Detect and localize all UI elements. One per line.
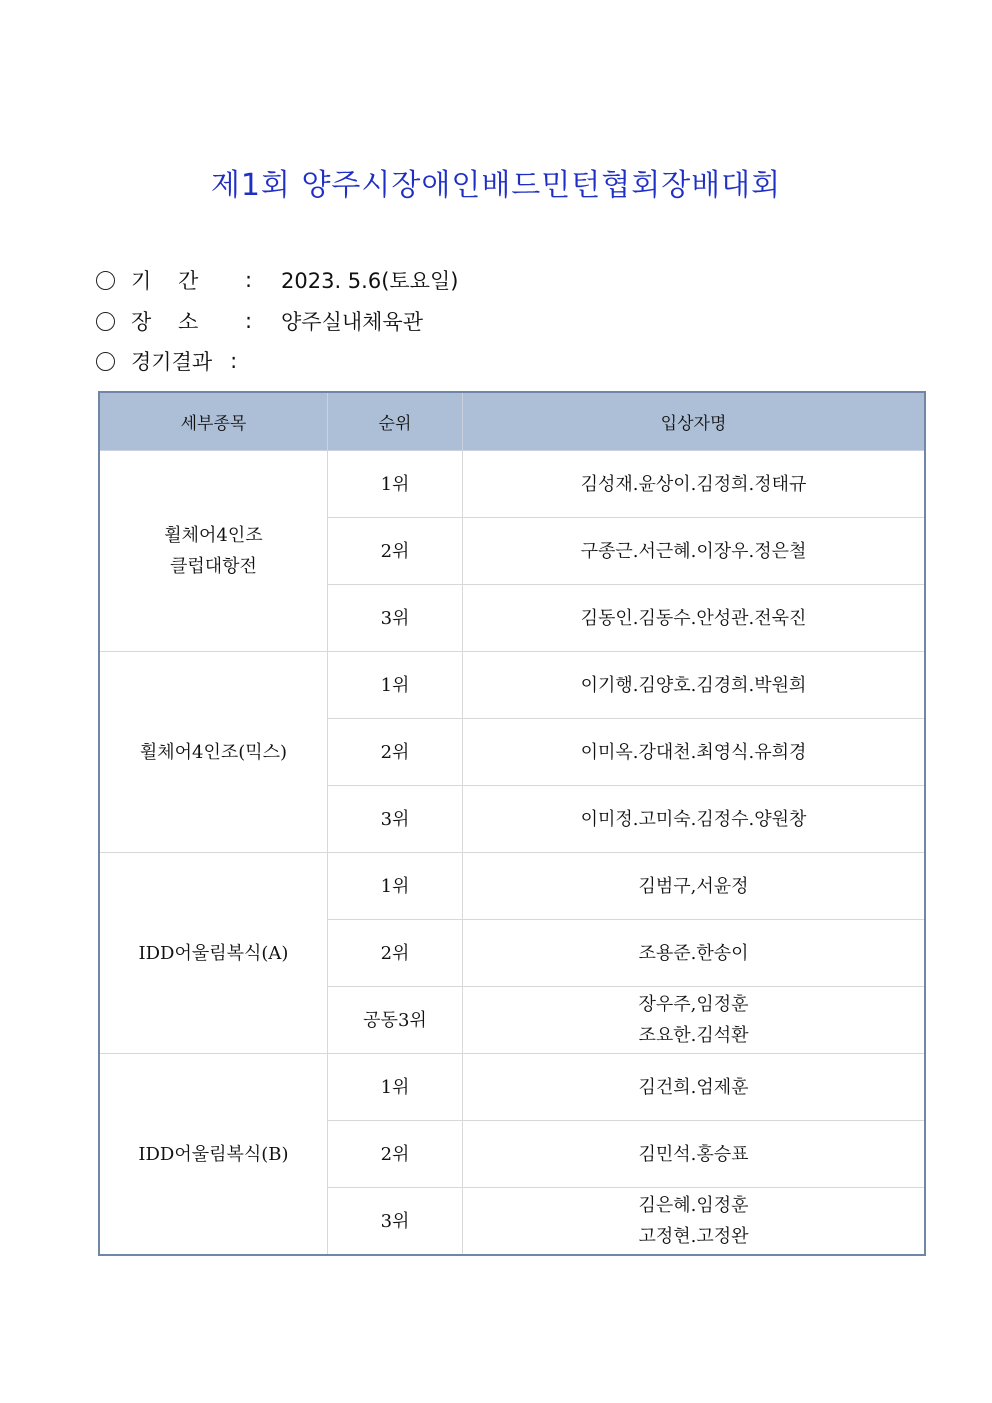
result-label: 경기결과 [131,350,213,374]
rank-cell: 3위 [327,585,462,652]
winners-cell: 이미옥.강대천.최영식.유희경 [463,719,925,786]
winners-line: 김은혜.임정훈 [638,1195,749,1216]
result-colon: : [230,349,238,373]
rank-cell: 2위 [327,719,462,786]
winners-cell: 김건희.엄제훈 [463,1054,925,1121]
document-title: 제1회 양주시장애인배드민턴협회장배대회 [210,168,782,203]
info-result [96,346,266,376]
circle-bullet-icon [96,352,115,371]
header-rank: 순위 [327,392,462,451]
winners-cell: 구종근.서근혜.이장우.정은철 [463,518,925,585]
winners-cell: 김동인.김동수.안성관.전욱진 [463,585,925,652]
rank-cell: 공동3위 [327,987,462,1054]
rank-cell: 3위 [327,1188,462,1256]
winners-cell [463,1188,925,1256]
winners-line: 고정현.고정완 [638,1226,749,1247]
table-row [99,853,925,920]
header-event: 세부종목 [99,392,327,451]
results-table [98,391,926,1256]
winners-cell [463,987,925,1054]
table-row [99,451,925,518]
info-place [96,306,423,336]
rank-cell: 1위 [327,451,462,518]
rank-cell: 2위 [327,920,462,987]
event-cell: 휠체어4인조(믹스) [99,652,327,853]
rank-cell: 3위 [327,786,462,853]
rank-cell: 1위 [327,853,462,920]
circle-bullet-icon [96,271,115,290]
winners-cell: 김성재.윤상이.김정희.정태규 [463,451,925,518]
event-cell: IDD어울림복식(A) [99,853,327,1054]
winners-cell: 이미정.고미숙.김정수.양원창 [463,786,925,853]
info-period [96,265,458,295]
place-value: 양주실내체육관 [281,310,424,334]
winners-cell: 김민석.홍승표 [463,1121,925,1188]
place-label: 장 소 [131,310,199,334]
period-value: 2023. 5.6(토요일) [281,269,459,293]
winners-line: 장우주,임정훈 [638,994,749,1015]
rank-cell: 2위 [327,518,462,585]
rank-cell: 1위 [327,652,462,719]
table-row [99,652,925,719]
winners-line: 조요한.김석환 [638,1025,749,1046]
table-row [99,1054,925,1121]
period-label: 기 간 [131,269,199,293]
table-header-row [99,392,925,451]
event-cell [99,451,327,652]
rank-cell: 1위 [327,1054,462,1121]
period-colon: : [245,268,253,292]
winners-cell: 조용준.한송이 [463,920,925,987]
header-winners: 입상자명 [463,392,925,451]
event-cell: IDD어울림복식(B) [99,1054,327,1256]
circle-bullet-icon [96,312,115,331]
place-colon: : [245,309,253,333]
event-name-line: 클럽대항전 [169,556,257,577]
rank-cell: 2위 [327,1121,462,1188]
winners-cell: 이기행.김양호.김경희.박원희 [463,652,925,719]
winners-cell: 김범구,서윤정 [463,853,925,920]
event-name-line: 휠체어4인조 [164,525,263,546]
